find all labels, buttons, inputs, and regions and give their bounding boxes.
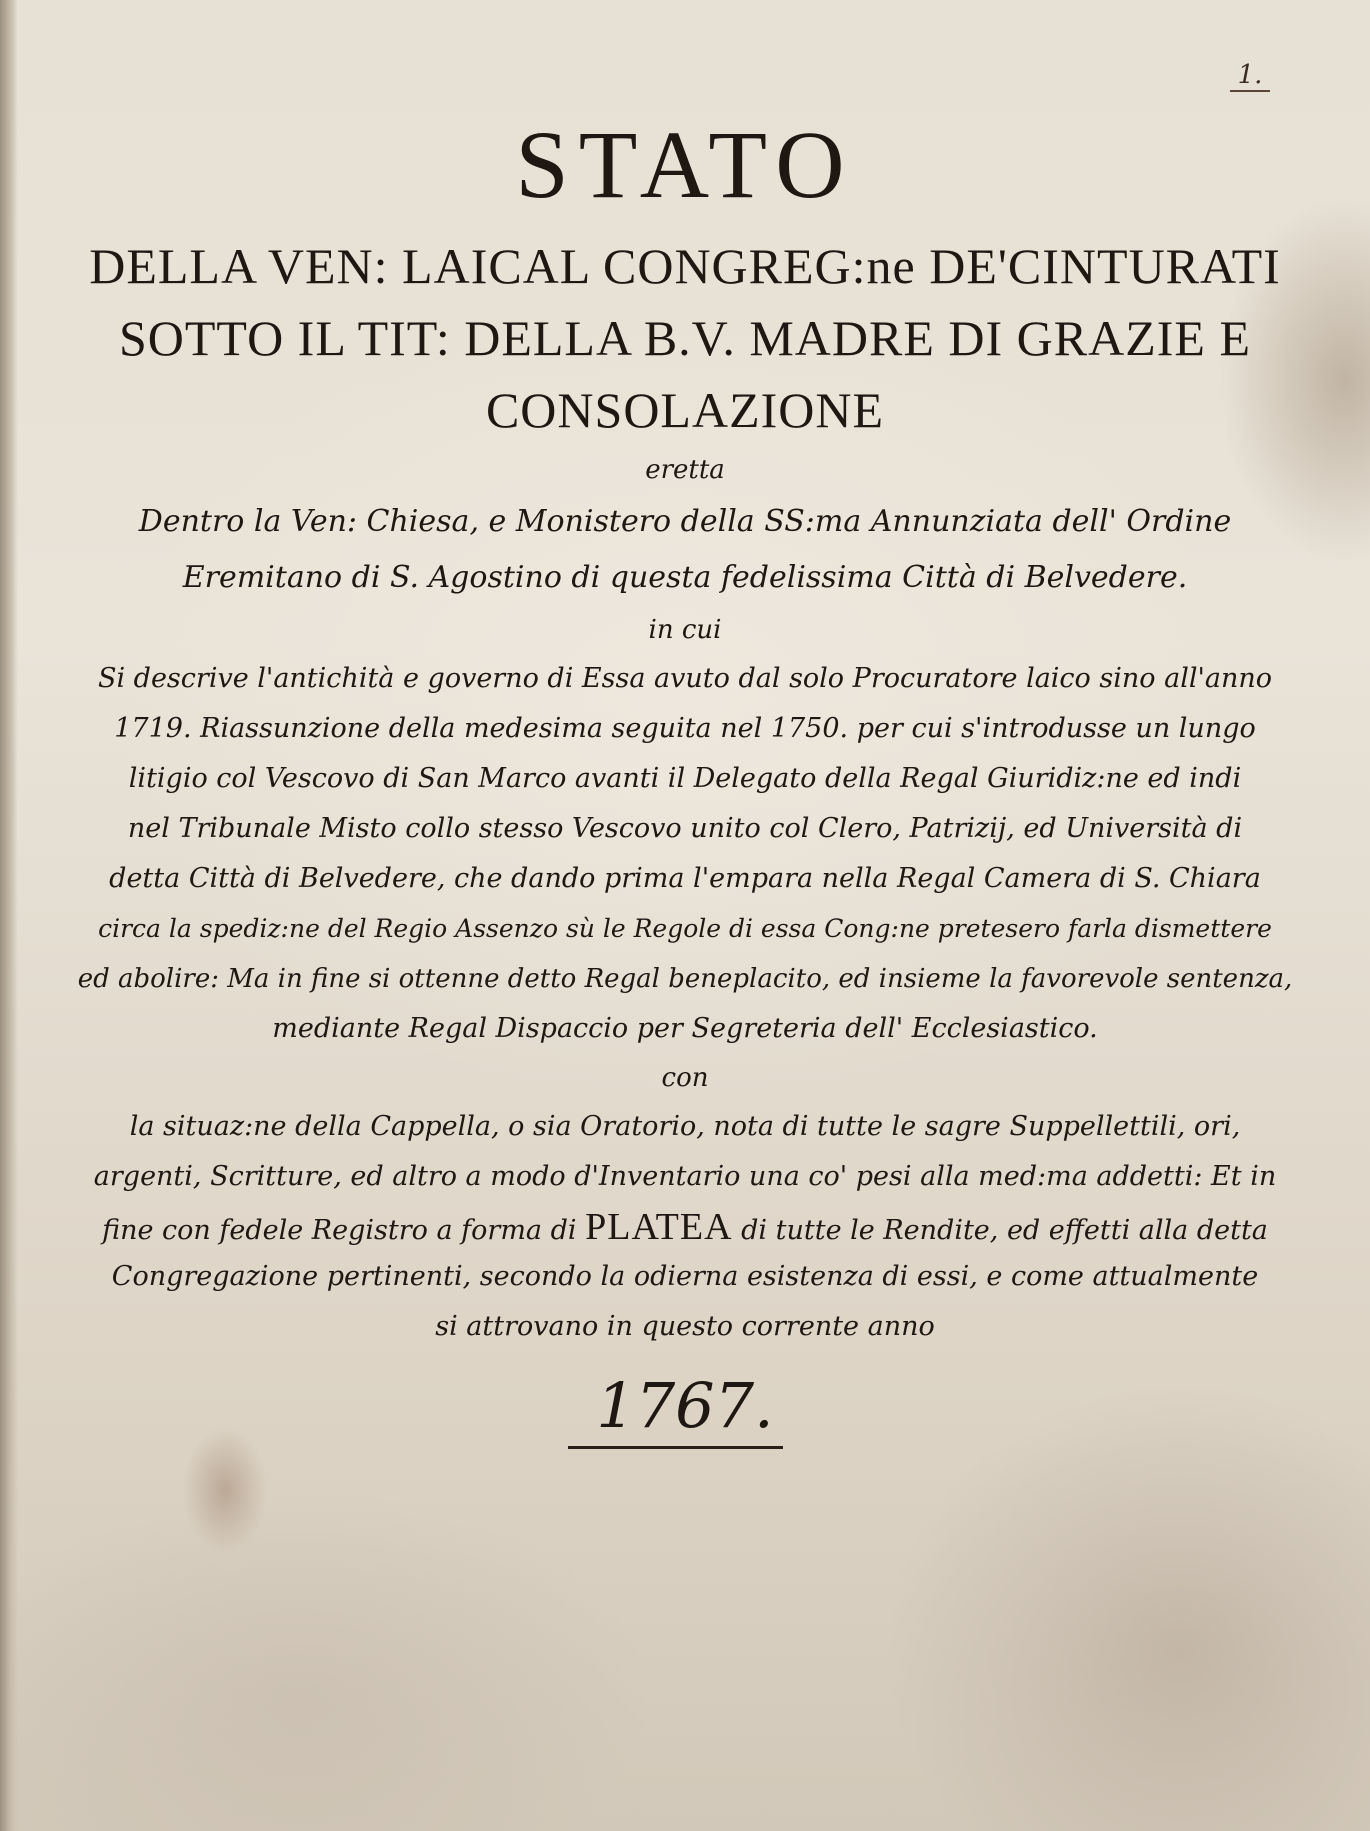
subtitle-line-1: DELLA VEN: LAICAL CONGREG:ne DE'CINTURATI	[89, 238, 1281, 294]
inventory-line-2: argenti, Scritture, ed altro a modo d'Inventario una co' pesi alla med:ma addetti: Et in	[93, 1161, 1277, 1192]
in-cui-label: in cui	[648, 615, 722, 645]
inventory-line-3-start: fine con fedele Registro a forma di	[102, 1215, 586, 1246]
year-underline	[568, 1446, 783, 1449]
description-line-7: ed abolire: Ma in fine si ottenne detto Regal beneplacito, ed insieme la favorevole sentenza,	[77, 964, 1293, 994]
description-line-6: circa la spediz:ne del Regio Assenzo sù le Regole di essa Cong:ne pretesero farla dismettere	[98, 914, 1272, 943]
eretta-label: eretta	[645, 455, 725, 485]
inventory-line-4: Congregazione pertinenti, secondo la odierna esistenza di essi, e come attualmente	[111, 1261, 1259, 1292]
eretta-line-2: Eremitano di S. Agostino di questa fedelissima Città di Belvedere.	[182, 560, 1188, 595]
page-number: 1.	[1230, 60, 1270, 92]
page-edge-shadow	[0, 0, 18, 1831]
eretta-line-1: Dentro la Ven: Chiesa, e Monistero della SS:ma Annunziata dell' Ordine	[138, 504, 1232, 539]
subtitle-line-3: CONSOLAZIONE	[485, 382, 885, 438]
description-line-3: litigio col Vescovo di San Marco avanti il Delegato della Regal Giuridiz:ne ed indi	[128, 763, 1242, 794]
inventory-line-3	[60, 1202, 1310, 1252]
inventory-line-3-end: di tutte le Rendite, ed effetti alla detta	[732, 1215, 1268, 1246]
description-line-1: Si descrive l'antichità e governo di Essa avuto dal solo Procuratore laico sino all'anno	[97, 663, 1273, 694]
description-line-5: detta Città di Belvedere, che dando prima l'empara nella Regal Camera di S. Chiara	[109, 863, 1261, 894]
inventory-line-5: si attrovano in questo corrente anno	[435, 1311, 935, 1342]
inventory-line-1: la situaz:ne della Cappella, o sia Oratorio, nota di tutte le sagre Suppellettili, ori,	[129, 1111, 1241, 1142]
title-page-text	[60, 100, 1310, 1449]
description-line-8: mediante Regal Dispaccio per Segreteria dell' Ecclesiastico.	[272, 1013, 1098, 1044]
document-title: STATO	[515, 111, 855, 218]
platea-word: PLATEA	[585, 1206, 733, 1248]
year: 1767.	[596, 1369, 774, 1442]
description-line-4: nel Tribunale Misto collo stesso Vescovo unito col Clero, Patrizij, ed Università di	[127, 813, 1243, 844]
subtitle-line-2: SOTTO IL TIT: DELLA B.V. MADRE DI GRAZIE E	[118, 310, 1252, 366]
description-line-2: 1719. Riassunzione della medesima seguita nel 1750. per cui s'introdusse un lungo	[114, 713, 1256, 744]
con-label: con	[661, 1063, 709, 1093]
